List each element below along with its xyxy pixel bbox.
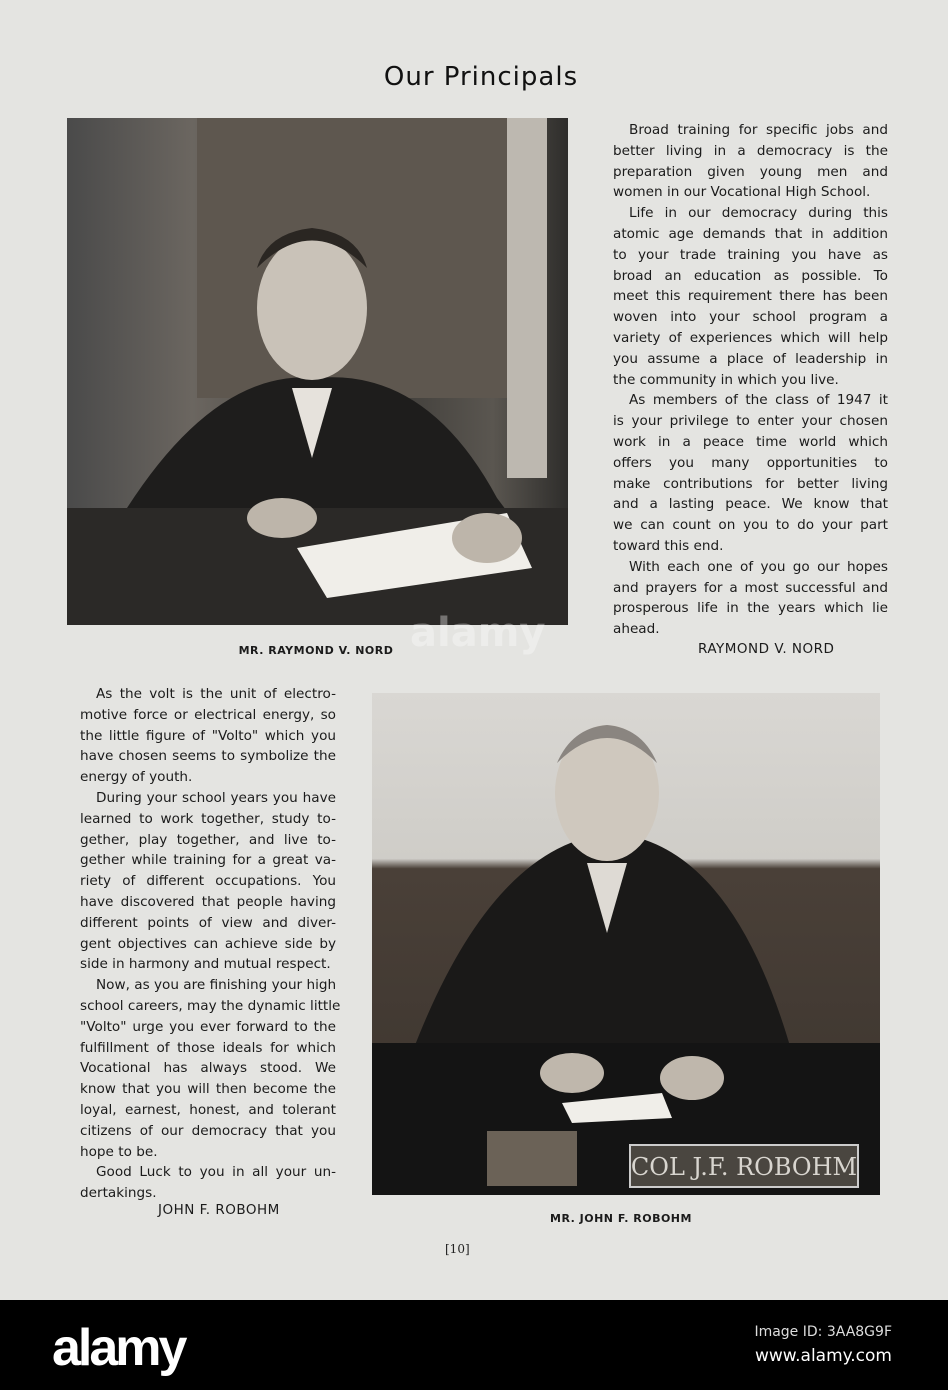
page-number: [10] xyxy=(445,1242,470,1256)
text-line: During your school years you have xyxy=(96,789,336,806)
text-line: As the volt is the unit of electro- xyxy=(96,686,336,702)
signature-nord: RAYMOND V. NORD xyxy=(698,641,835,657)
alamy-logo: alamy xyxy=(52,1319,185,1377)
text-line: different points of view and diver- xyxy=(80,914,336,931)
text-line: atomic age demands that in addition xyxy=(613,225,888,242)
text-line: With each one of you go our hopes xyxy=(629,558,888,575)
text-line: gether, play together, and live to- xyxy=(80,831,336,848)
photo-john-robohm xyxy=(372,693,880,1195)
text-line: learned to work together, study to- xyxy=(80,810,336,827)
text-line: variety of experiences which will help xyxy=(613,329,888,346)
photo-raymond-nord xyxy=(67,118,568,625)
text-line: energy of youth. xyxy=(80,769,193,786)
text-line: you assume a place of leadership in xyxy=(613,350,888,367)
text-line: and a lasting peace. We know that xyxy=(613,496,888,513)
text-line: preparation given young men and xyxy=(613,163,888,180)
text-line: offers you many opportunities to xyxy=(613,454,888,471)
text-line: better living in a democracy is the xyxy=(613,142,888,159)
alamy-url: www.alamy.com xyxy=(754,1346,892,1366)
text-line: women in our Vocational High School. xyxy=(613,184,871,201)
nameplate-text: COL J.F. ROBOHM xyxy=(630,1153,858,1181)
text-line: Life in our democracy during this xyxy=(629,205,888,222)
text-line: woven into your school program a xyxy=(613,309,888,326)
portrait-image xyxy=(372,693,880,1195)
text-line: have chosen seems to symbolize the xyxy=(80,748,336,765)
robohm-message xyxy=(80,684,341,1204)
text-line: loyal, earnest, honest, and tolerant xyxy=(80,1101,336,1118)
nord-message xyxy=(613,120,888,640)
text-line: citizens of our democracy that you xyxy=(80,1122,336,1139)
text-line: motive force or electrical energy, so xyxy=(80,706,336,723)
text-line: ahead. xyxy=(613,621,660,638)
text-line: gether while training for a great va- xyxy=(80,852,336,869)
text-line: side in harmony and mutual respect. xyxy=(80,956,331,973)
text-line: "Volto" urge you ever forward to the xyxy=(80,1018,336,1035)
text-line: make contributions for better living xyxy=(613,475,888,492)
portrait-image xyxy=(67,118,568,625)
text-line: Good Luck to you in all your un- xyxy=(96,1164,336,1181)
text-line: we can count on you to do your part xyxy=(613,517,888,534)
text-line: to your trade training you have as xyxy=(613,246,888,263)
text-line: gent objectives can achieve side by xyxy=(80,935,336,952)
image-id: Image ID: 3AA8G9F xyxy=(754,1324,892,1340)
text-line: toward this end. xyxy=(613,537,724,554)
text-line: prosperous life in the years which lie xyxy=(613,600,888,617)
watermark-text: alamy xyxy=(410,610,546,656)
text-line: fulfillment of those ideals for which xyxy=(80,1039,336,1056)
page-title: Our Principals xyxy=(383,62,579,92)
text-line: riety of different occupations. You xyxy=(80,873,336,890)
text-line: work in a peace time world which xyxy=(613,433,888,450)
text-line: broad an education as possible. To xyxy=(613,267,888,284)
image-id-block xyxy=(754,1320,892,1368)
text-line: is your privilege to enter your chosen xyxy=(613,413,888,430)
text-line: school careers, may the dynamic little xyxy=(80,997,341,1014)
text-line: the community in which you live. xyxy=(613,371,839,388)
signature-robohm: JOHN F. ROBOHM xyxy=(158,1202,280,1218)
text-line: know that you will then become the xyxy=(80,1081,336,1098)
text-line: the little figure of "Volto" which you xyxy=(80,727,336,744)
text-line: Broad training for specific jobs and xyxy=(629,122,888,138)
text-line: have discovered that people having xyxy=(80,893,336,910)
caption-robohm: MR. JOHN F. ROBOHM xyxy=(550,1212,692,1225)
text-line: dertakings. xyxy=(80,1185,157,1202)
caption-nord: MR. RAYMOND V. NORD xyxy=(238,644,394,657)
text-line: As members of the class of 1947 it xyxy=(629,392,888,409)
text-line: hope to be. xyxy=(80,1143,158,1160)
text-line: and prayers for a most successful and xyxy=(613,579,888,596)
text-line: meet this requirement there has been xyxy=(613,288,888,305)
text-line: Vocational has always stood. We xyxy=(80,1060,336,1077)
text-line: Now, as you are finishing your high xyxy=(96,977,337,994)
